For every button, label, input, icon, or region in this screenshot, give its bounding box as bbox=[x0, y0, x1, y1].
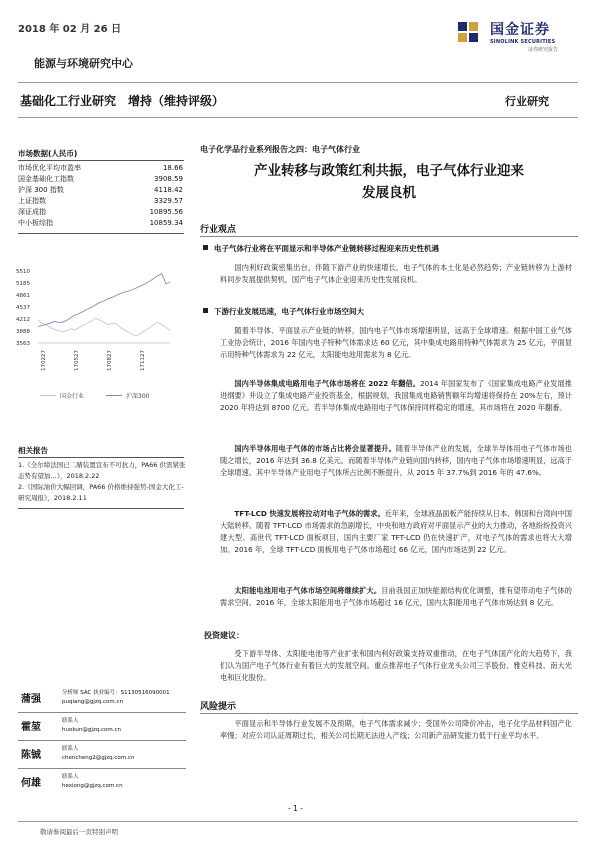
y-tick-label: 4212 bbox=[16, 317, 30, 323]
x-tick-label: 171127 bbox=[140, 350, 146, 371]
paragraph-body: 目前我国正加快能源结构优化调整，推有望带动电子气体的需求空间。2016 年，全球太阳能用电子气体市场超过 16 亿元，国内太阳能用电子气体市场达到 8 亿元。 bbox=[220, 586, 572, 607]
header-divider-2 bbox=[18, 117, 578, 118]
author-info bbox=[62, 717, 121, 734]
paragraph: 国内利好政策密集出台，伴随下游产业的快速增长，电子气体的本土化是必然趋势；产业链转移为上游材料同步发展提供契机，国产电子气体企业迎来历史性发展良机。 bbox=[220, 263, 572, 284]
market-value: 4118.42 bbox=[154, 186, 183, 194]
market-row bbox=[18, 163, 183, 174]
related-rule bbox=[18, 457, 184, 458]
y-tick-label: 4861 bbox=[16, 293, 30, 299]
footer-disclaimer: 敬请参阅最后一页特别声明 bbox=[40, 828, 118, 836]
author-name: 陈铖 bbox=[21, 750, 41, 761]
market-label: 深证成指 bbox=[18, 208, 46, 216]
paragraph: 随着半导体、平面显示产业链的转移，国内电子气体市场增速明显，远高于全球增速。根据中国工业气体工业协会统计，2016 年国内电子特种气体需求达 60 亿元，其中集成电路用特种气体需求为 25 亿元，平面显示用特种气体需求为 22 亿元，太阳能电池用需求为 8 亿元。 bbox=[220, 326, 572, 359]
author-info bbox=[62, 689, 170, 706]
section-heading-invest: 投资建议： bbox=[204, 631, 244, 640]
series-line-hs300 bbox=[38, 274, 170, 327]
y-tick-label: 3888 bbox=[16, 329, 30, 335]
market-value: 3908.59 bbox=[154, 175, 183, 183]
paragraph-body: 近年来，全球液晶面板产能持续从日本、韩国和台湾向中国大陆转移。随着 TFT-LCD 市场需求的急剧增长，中央和地方政府对平面显示产业的大力推动，各地纷纷投资兴建大型、高世代 TFT-LCD 面板项目，国内主要厂家 TFT-LCD 仍在快速扩产，对电子气体的需求也将大大增加。2016 年，全球 TFT-LCD 面板用电子气体市场超过 66 亿元，国内市场达到 22 亿元。 bbox=[220, 509, 572, 554]
bullet-square-icon bbox=[203, 245, 208, 250]
related-reports-title: 相关报告 bbox=[18, 446, 48, 455]
related-report-item[interactable]: 1.《全尔缔法国已二腈装置宣布不可抗力，PA66 供需紧张态势有望加...》，2018.2.22 bbox=[18, 461, 186, 480]
author-rule bbox=[18, 740, 186, 741]
author-email[interactable]: chencheng2@gjzq.com.cn bbox=[62, 754, 135, 761]
series-line-industry bbox=[38, 318, 170, 335]
x-tick-label: 170227 bbox=[41, 350, 47, 371]
y-tick-label: 3563 bbox=[16, 341, 30, 347]
author-role: 分析师 SAC 执业编号：S1130516090001 bbox=[62, 690, 170, 696]
author-role: 联系人 bbox=[62, 774, 79, 780]
x-tick-label: 170827 bbox=[107, 350, 113, 371]
author-info bbox=[62, 773, 123, 790]
bullet-point bbox=[203, 243, 439, 254]
market-row bbox=[18, 218, 183, 229]
author-email[interactable]: hexiong@gjzq.com.cn bbox=[62, 782, 123, 789]
market-row bbox=[18, 207, 183, 218]
y-tick-label: 5510 bbox=[16, 269, 30, 275]
author-name: 蒲强 bbox=[21, 694, 41, 705]
section-rule bbox=[200, 236, 578, 237]
market-value: 18.66 bbox=[162, 164, 183, 172]
x-tick-label: 170527 bbox=[74, 350, 80, 371]
market-value: 10895.56 bbox=[149, 208, 183, 216]
paragraph-lead: 国内半导体用电子气体的市场占比将会显著提升。 bbox=[234, 444, 396, 453]
research-center: 能源与环境研究中心 bbox=[34, 57, 133, 70]
report-title-line2: 发展良机 bbox=[362, 185, 416, 201]
legend-label-hs300: 沪深300 bbox=[126, 393, 150, 400]
logo-en: SINOLINK SECURITIES bbox=[490, 39, 556, 45]
author-rule bbox=[18, 712, 186, 713]
report-title bbox=[200, 160, 578, 204]
market-value: 10859.34 bbox=[149, 219, 183, 227]
report-type: 行业研究 bbox=[505, 95, 549, 108]
chart-legend bbox=[40, 391, 149, 400]
logo-mark-icon bbox=[456, 17, 490, 47]
bullet-square-icon bbox=[203, 308, 208, 313]
report-title-line1: 产业转移与政策红利共振，电子气体行业迎来 bbox=[254, 163, 524, 179]
paragraph bbox=[220, 443, 572, 479]
paragraph-body: 随着半导体产业的发展，全球半导体用电子气体市场也随之增长，2016 年达到 36.8 亿美元。而随着半导体产业链向国内转移，国内电子气体市场增速明显，远高于全球增速。其中半导体产业用电子气体所占比例不断提升，从 2015 年 37.7%到 2016 年的 47.6%。 bbox=[220, 444, 572, 477]
author-email[interactable]: puqiang@gjzq.com.cn bbox=[62, 698, 123, 705]
bullet-text: 下游行业发展迅速，电子气体行业市场空间大 bbox=[214, 307, 364, 316]
legend-swatch-industry bbox=[40, 395, 56, 396]
author-name: 霍堃 bbox=[21, 722, 41, 733]
author-info bbox=[62, 745, 134, 762]
logo-subtitle: 证券研究报告 bbox=[528, 47, 559, 53]
logo-cn: 国金证券 bbox=[490, 22, 550, 38]
market-row bbox=[18, 174, 183, 185]
company-logo bbox=[456, 17, 555, 47]
page-number: - 1 - bbox=[288, 804, 303, 813]
section-heading-view: 行业观点 bbox=[200, 225, 237, 235]
index-line-chart bbox=[16, 265, 176, 385]
legend-swatch-hs300 bbox=[106, 395, 122, 396]
author-email[interactable]: huokun@gjzq.com.cn bbox=[62, 726, 121, 733]
market-data-rule-bottom bbox=[18, 233, 184, 234]
author-role: 联系人 bbox=[62, 718, 79, 724]
market-label: 沪深 300 指数 bbox=[18, 186, 64, 194]
y-tick-label: 4537 bbox=[16, 305, 30, 311]
report-date: 2018 年 02 月 26 日 bbox=[18, 24, 122, 35]
related-rule-bottom bbox=[18, 508, 184, 509]
legend-label-industry: 国金行业 bbox=[60, 393, 85, 400]
paragraph: 受下游半导体、太阳能电池等产业扩张和国内利好政策支持双重推动，在电子气体国产化的大趋势下，我们认为国产电子气体行业有着巨大的发展空间。重点推荐电子气体行业龙头公司三孚股份、雅克科技、南大光电和巨化股份。 bbox=[220, 649, 572, 682]
paragraph-lead: TFT-LCD 快速发展将拉动对电子气体的需求。 bbox=[234, 509, 385, 518]
market-row bbox=[18, 185, 183, 196]
market-value: 3329.57 bbox=[154, 197, 183, 205]
bullet-point bbox=[203, 306, 364, 317]
industry-rating: 基础化工行业研究 增持（维持评级） bbox=[20, 94, 225, 108]
author-rule bbox=[18, 768, 186, 769]
author-role: 联系人 bbox=[62, 746, 79, 752]
paragraph bbox=[220, 378, 572, 414]
header-divider bbox=[18, 82, 578, 83]
y-tick-label: 5185 bbox=[16, 281, 30, 287]
market-label: 国金基础化工指数 bbox=[18, 175, 74, 183]
paragraph-body: 2014 年国家发布了《国家集成电路产业发展推进纲要》并设立了集成电路产业投资基金，根据规划，我国集成电路销售额年均增速将保持在 20%左右，预计 2020 年将达到 8700 亿元。若半导体集成电路用电子气体保持同样稳定的增速，其市场将在 2020 年翻番。 bbox=[220, 379, 572, 412]
paragraph-lead: 太阳能电池用电子气体市场空间将继续扩大。 bbox=[234, 586, 382, 595]
market-data-rule bbox=[18, 160, 184, 161]
paragraph bbox=[220, 585, 572, 609]
author-name: 何雄 bbox=[21, 778, 41, 789]
paragraph-lead: 国内半导体集成电路用电子气体市场将在 2022 年翻倍。 bbox=[234, 379, 421, 388]
market-data-title: 市场数据(人民币) bbox=[18, 149, 78, 158]
series-title: 电子化学品行业系列报告之四：电子气体行业 bbox=[200, 145, 360, 154]
section-rule bbox=[200, 713, 578, 714]
section-heading-risk: 风险提示 bbox=[200, 702, 237, 712]
footer-divider bbox=[18, 821, 578, 822]
paragraph bbox=[220, 508, 572, 556]
market-label: 市场优化平均市盈率 bbox=[18, 164, 81, 172]
market-row bbox=[18, 196, 183, 207]
market-label: 上证指数 bbox=[18, 197, 46, 205]
related-report-item[interactable]: 2.《国际油价大幅回调，PA66 价格维持强势-国金大化工-研究周报》，2018.2.11 bbox=[18, 483, 184, 502]
bullet-text: 电子气体行业将在平面显示和半导体产业链转移过程迎来历史性机遇 bbox=[214, 244, 439, 253]
paragraph: 平面显示和半导体行业发展不及预期，电子气体需求减少；受国外公司降价冲击，电子化学品材料国产化率慢；对应公司认证周期过长，相关公司长期无法进入产线；公司新产品研发能力低于行业平均水平。 bbox=[220, 719, 572, 740]
market-label: 中小板综指 bbox=[18, 219, 53, 227]
